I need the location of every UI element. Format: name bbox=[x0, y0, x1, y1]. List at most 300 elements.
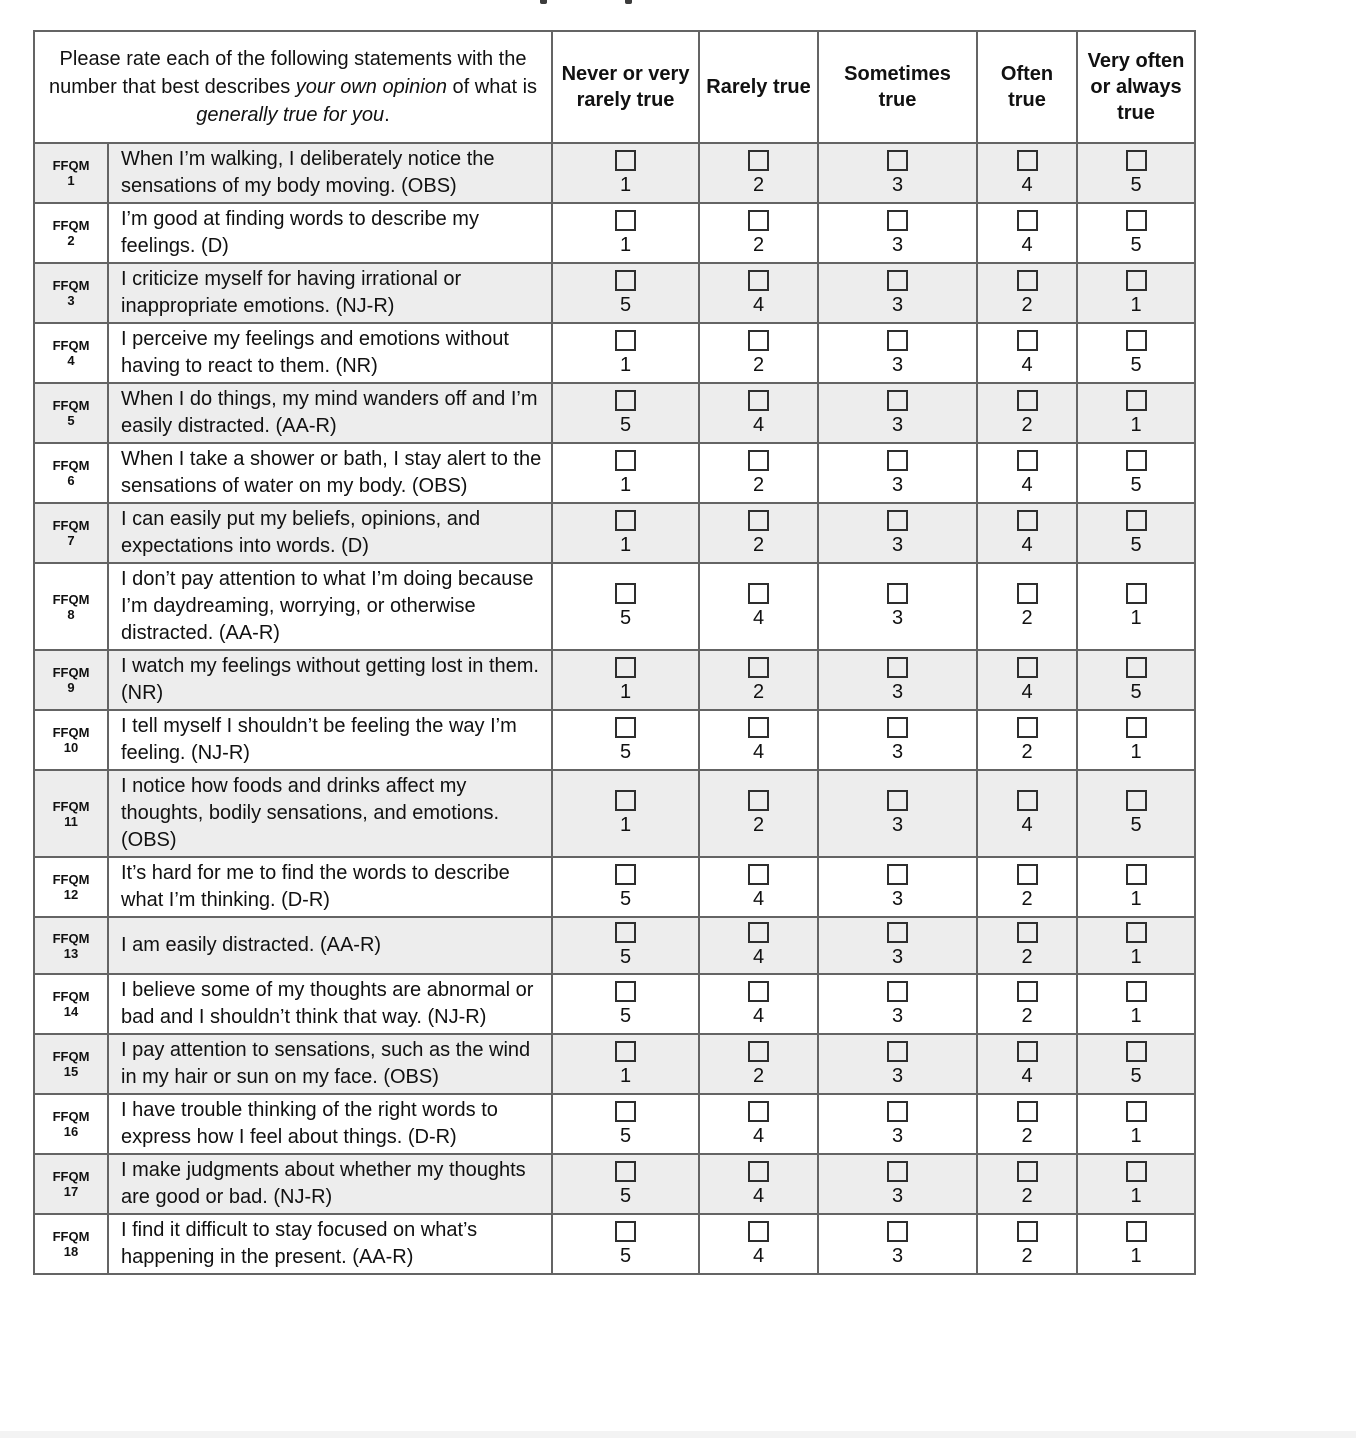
option bbox=[1017, 150, 1038, 197]
option-score-label: 4 bbox=[752, 887, 765, 910]
checkbox[interactable] bbox=[1017, 790, 1038, 811]
checkbox[interactable] bbox=[1017, 270, 1038, 291]
checkbox[interactable] bbox=[1126, 657, 1147, 678]
option-score-label: 2 bbox=[1021, 1124, 1033, 1147]
checkbox[interactable] bbox=[1017, 510, 1038, 531]
item-id-number: 3 bbox=[67, 293, 75, 308]
option-cell bbox=[1077, 143, 1195, 203]
option bbox=[748, 1161, 769, 1208]
item-id-cell bbox=[34, 503, 108, 563]
checkbox[interactable] bbox=[1017, 150, 1038, 171]
option-cell bbox=[699, 263, 818, 323]
option-score-label: 1 bbox=[1130, 740, 1142, 763]
checkbox[interactable] bbox=[887, 390, 908, 411]
option-cell bbox=[552, 1034, 699, 1094]
option-cell bbox=[977, 1094, 1077, 1154]
checkbox[interactable] bbox=[748, 150, 769, 171]
option-cell bbox=[552, 323, 699, 383]
option-score-label: 2 bbox=[752, 233, 765, 256]
checkbox[interactable] bbox=[748, 210, 769, 231]
checkbox[interactable] bbox=[748, 1101, 769, 1122]
option-score-label: 4 bbox=[752, 413, 765, 436]
option-cell bbox=[552, 203, 699, 263]
option-cell bbox=[699, 710, 818, 770]
checkbox[interactable] bbox=[615, 981, 636, 1002]
option-score-label: 2 bbox=[752, 173, 765, 196]
option bbox=[615, 150, 636, 197]
item-id-cell bbox=[34, 203, 108, 263]
option-score-label: 3 bbox=[891, 413, 904, 436]
option bbox=[887, 450, 908, 497]
checkbox[interactable] bbox=[887, 864, 908, 885]
checkbox[interactable] bbox=[748, 330, 769, 351]
option-cell bbox=[1077, 323, 1195, 383]
option-cell bbox=[818, 710, 977, 770]
option-score-label: 1 bbox=[1130, 293, 1142, 316]
option-cell bbox=[699, 383, 818, 443]
option-cell bbox=[818, 857, 977, 917]
option-cell bbox=[977, 974, 1077, 1034]
item-id-cell bbox=[34, 917, 108, 974]
checkbox[interactable] bbox=[615, 450, 636, 471]
checkbox[interactable] bbox=[615, 210, 636, 231]
item-id-prefix: FFQM bbox=[52, 930, 90, 946]
checkbox[interactable] bbox=[887, 150, 908, 171]
item-id-number: 12 bbox=[63, 887, 79, 902]
option-score-label: 3 bbox=[891, 680, 904, 703]
checkbox[interactable] bbox=[887, 790, 908, 811]
table-row bbox=[34, 917, 1195, 974]
option-score-label: 4 bbox=[752, 1184, 765, 1207]
checkbox[interactable] bbox=[1017, 1221, 1038, 1242]
option-cell bbox=[552, 143, 699, 203]
option-score-label: 5 bbox=[1130, 680, 1142, 703]
checkbox[interactable] bbox=[1017, 390, 1038, 411]
option-score-label: 4 bbox=[1021, 680, 1033, 703]
option-score-label: 2 bbox=[1021, 1184, 1033, 1207]
checkbox[interactable] bbox=[1126, 450, 1147, 471]
checkbox[interactable] bbox=[1126, 922, 1147, 943]
option bbox=[615, 270, 636, 317]
option-score-label: 3 bbox=[891, 946, 904, 968]
option-score-label: 5 bbox=[1130, 173, 1142, 196]
option-cell bbox=[552, 1094, 699, 1154]
checkbox[interactable] bbox=[615, 717, 636, 738]
checkbox[interactable] bbox=[615, 390, 636, 411]
item-id-number: 2 bbox=[67, 233, 75, 248]
option-cell bbox=[552, 263, 699, 323]
option-cell bbox=[818, 443, 977, 503]
instruction-part-1: Please rate each of the following statements with the number that best describes bbox=[48, 48, 527, 98]
option bbox=[1017, 1221, 1038, 1268]
checkbox[interactable] bbox=[615, 330, 636, 351]
option-cell bbox=[552, 857, 699, 917]
table-row bbox=[34, 503, 1195, 563]
option-score-label: 2 bbox=[752, 473, 765, 496]
checkbox[interactable] bbox=[1017, 864, 1038, 885]
item-id-prefix: FFQM bbox=[52, 278, 90, 293]
option-score-label: 5 bbox=[619, 887, 632, 910]
checkbox[interactable] bbox=[748, 510, 769, 531]
item-id-number: 13 bbox=[63, 945, 79, 961]
item-statement: I am easily distracted. (AA-R) bbox=[108, 917, 552, 974]
checkbox[interactable] bbox=[1126, 390, 1147, 411]
checkbox[interactable] bbox=[887, 981, 908, 1002]
option-cell bbox=[977, 563, 1077, 650]
checkbox[interactable] bbox=[887, 1221, 908, 1242]
option-score-label: 3 bbox=[891, 173, 904, 196]
item-id-prefix: FFQM bbox=[52, 989, 90, 1004]
checkbox[interactable] bbox=[1017, 1041, 1038, 1062]
item-statement: When I take a shower or bath, I stay alert to the sensations of water on my body. (OBS) bbox=[108, 443, 552, 503]
checkbox[interactable] bbox=[615, 1161, 636, 1182]
option-cell bbox=[977, 1034, 1077, 1094]
option bbox=[615, 864, 636, 911]
checkbox[interactable] bbox=[1126, 150, 1147, 171]
option-cell bbox=[699, 650, 818, 710]
option-cell bbox=[818, 323, 977, 383]
option-score-label: 3 bbox=[891, 1004, 904, 1027]
option bbox=[1017, 657, 1038, 704]
table-row bbox=[34, 203, 1195, 263]
checkbox[interactable] bbox=[887, 717, 908, 738]
checkbox[interactable] bbox=[615, 1041, 636, 1062]
checkbox[interactable] bbox=[1017, 330, 1038, 351]
option bbox=[615, 790, 636, 837]
item-statement: I don’t pay attention to what I’m doing because I’m daydreaming, worrying, or otherwise distracted. (AA-R) bbox=[108, 563, 552, 650]
option-score-label: 1 bbox=[619, 473, 632, 496]
option-cell bbox=[818, 203, 977, 263]
option-score-label: 2 bbox=[1021, 1004, 1033, 1027]
checkbox[interactable] bbox=[748, 450, 769, 471]
option-score-label: 3 bbox=[891, 607, 904, 629]
option bbox=[1126, 150, 1147, 197]
item-id-number: 18 bbox=[63, 1244, 79, 1259]
checkbox[interactable] bbox=[748, 790, 769, 811]
option bbox=[748, 717, 769, 764]
column-header-never-or-very-rarely-true: Never or very rarely true bbox=[552, 31, 699, 143]
checkbox[interactable] bbox=[1126, 981, 1147, 1002]
option bbox=[748, 864, 769, 911]
option bbox=[887, 510, 908, 557]
item-id-number: 17 bbox=[63, 1184, 79, 1199]
item-statement: I tell myself I shouldn’t be feeling the way I’m feeling. (NJ-R) bbox=[108, 710, 552, 770]
option-cell bbox=[1077, 857, 1195, 917]
option-cell bbox=[1077, 383, 1195, 443]
option-cell bbox=[977, 1154, 1077, 1214]
checkbox[interactable] bbox=[748, 583, 769, 604]
checkbox[interactable] bbox=[887, 510, 908, 531]
cropped-heading-remnant-left bbox=[540, 0, 547, 4]
option-cell bbox=[977, 383, 1077, 443]
item-id-number: 11 bbox=[64, 813, 78, 829]
checkbox[interactable] bbox=[748, 981, 769, 1002]
option-cell bbox=[1077, 1214, 1195, 1274]
option-score-label: 5 bbox=[619, 740, 632, 763]
option-cell bbox=[699, 443, 818, 503]
option bbox=[887, 390, 908, 437]
checkbox[interactable] bbox=[887, 1041, 908, 1062]
checkbox[interactable] bbox=[887, 657, 908, 678]
checkbox[interactable] bbox=[1126, 1221, 1147, 1242]
checkbox[interactable] bbox=[748, 922, 769, 943]
option-score-label: 5 bbox=[1130, 814, 1142, 836]
option-cell bbox=[818, 917, 977, 974]
checkbox[interactable] bbox=[1126, 717, 1147, 738]
checkbox[interactable] bbox=[1017, 657, 1038, 678]
option bbox=[748, 657, 769, 704]
option-score-label: 1 bbox=[619, 353, 632, 376]
header-row bbox=[34, 31, 1195, 143]
option-score-label: 2 bbox=[1021, 413, 1033, 436]
instruction-part-3: of what is bbox=[446, 76, 538, 98]
option-cell bbox=[818, 1154, 977, 1214]
column-header-rarely-true: Rarely true bbox=[699, 31, 818, 143]
option bbox=[615, 981, 636, 1028]
option-cell bbox=[552, 1214, 699, 1274]
option-score-label: 4 bbox=[752, 1004, 765, 1027]
option-cell bbox=[1077, 770, 1195, 857]
option bbox=[1017, 583, 1038, 630]
checkbox[interactable] bbox=[748, 390, 769, 411]
checkbox[interactable] bbox=[1017, 981, 1038, 1002]
option bbox=[1017, 981, 1038, 1028]
option-score-label: 4 bbox=[752, 1124, 765, 1147]
checkbox[interactable] bbox=[1126, 330, 1147, 351]
option bbox=[887, 922, 908, 969]
checkbox[interactable] bbox=[748, 1041, 769, 1062]
item-statement: I believe some of my thoughts are abnormal or bad and I shouldn’t think that way. (NJ-R) bbox=[108, 974, 552, 1034]
checkbox[interactable] bbox=[1017, 583, 1038, 604]
checkbox[interactable] bbox=[748, 1161, 769, 1182]
option-score-label: 2 bbox=[1021, 740, 1033, 763]
checkbox[interactable] bbox=[615, 922, 636, 943]
option bbox=[1126, 270, 1147, 317]
table-row bbox=[34, 443, 1195, 503]
item-id-prefix: FFQM bbox=[52, 1169, 90, 1184]
checkbox[interactable] bbox=[1126, 1161, 1147, 1182]
item-statement: When I do things, my mind wanders off and I’m easily distracted. (AA-R) bbox=[108, 383, 552, 443]
checkbox[interactable] bbox=[1126, 1101, 1147, 1122]
checkbox[interactable] bbox=[1126, 1041, 1147, 1062]
option-cell bbox=[1077, 263, 1195, 323]
option bbox=[887, 583, 908, 630]
option-cell bbox=[977, 503, 1077, 563]
option-score-label: 1 bbox=[619, 814, 632, 836]
option bbox=[1017, 270, 1038, 317]
checkbox[interactable] bbox=[748, 657, 769, 678]
item-statement: I make judgments about whether my thoughts are good or bad. (NJ-R) bbox=[108, 1154, 552, 1214]
page-bottom-edge bbox=[0, 1431, 1356, 1438]
table-row bbox=[34, 650, 1195, 710]
option bbox=[1126, 1221, 1147, 1268]
item-id-prefix: FFQM bbox=[52, 398, 90, 413]
item-statement: I notice how foods and drinks affect my thoughts, bodily sensations, and emotions. (OBS) bbox=[108, 770, 552, 857]
option-cell bbox=[699, 770, 818, 857]
checkbox[interactable] bbox=[748, 717, 769, 738]
checkbox[interactable] bbox=[748, 270, 769, 291]
option-score-label: 1 bbox=[619, 533, 632, 556]
option-score-label: 2 bbox=[752, 814, 765, 836]
checkbox[interactable] bbox=[1126, 210, 1147, 231]
table-row bbox=[34, 1094, 1195, 1154]
option-cell bbox=[552, 710, 699, 770]
option-cell bbox=[818, 263, 977, 323]
option-score-label: 3 bbox=[891, 1244, 904, 1267]
table-row bbox=[34, 1034, 1195, 1094]
table-row bbox=[34, 1154, 1195, 1214]
checkbox[interactable] bbox=[1017, 717, 1038, 738]
checkbox[interactable] bbox=[1126, 790, 1147, 811]
option-score-label: 1 bbox=[1130, 1004, 1142, 1027]
item-id-number: 5 bbox=[67, 413, 75, 428]
checkbox[interactable] bbox=[1017, 922, 1038, 943]
checkbox[interactable] bbox=[887, 583, 908, 604]
option-score-label: 2 bbox=[1021, 293, 1033, 316]
checkbox[interactable] bbox=[615, 1221, 636, 1242]
option bbox=[615, 583, 636, 630]
option-score-label: 3 bbox=[891, 293, 904, 316]
item-id-cell bbox=[34, 563, 108, 650]
option-score-label: 5 bbox=[1130, 533, 1142, 556]
checkbox[interactable] bbox=[887, 210, 908, 231]
option bbox=[1126, 450, 1147, 497]
checkbox[interactable] bbox=[1017, 1161, 1038, 1182]
table-row bbox=[34, 143, 1195, 203]
checkbox[interactable] bbox=[615, 657, 636, 678]
checkbox[interactable] bbox=[887, 1101, 908, 1122]
option-cell bbox=[552, 974, 699, 1034]
item-statement: I can easily put my beliefs, opinions, and expectations into words. (D) bbox=[108, 503, 552, 563]
column-header-often-true: Often true bbox=[977, 31, 1077, 143]
item-id-cell bbox=[34, 974, 108, 1034]
option bbox=[1126, 790, 1147, 837]
item-statement: I have trouble thinking of the right words to express how I feel about things. (D-R) bbox=[108, 1094, 552, 1154]
item-id-number: 16 bbox=[63, 1124, 79, 1139]
item-statement: I find it difficult to stay focused on what’s happening in the present. (AA-R) bbox=[108, 1214, 552, 1274]
option-cell bbox=[818, 383, 977, 443]
option bbox=[615, 922, 636, 969]
option bbox=[615, 390, 636, 437]
option-score-label: 4 bbox=[1021, 353, 1033, 376]
item-id-cell bbox=[34, 383, 108, 443]
option-score-label: 4 bbox=[752, 607, 765, 629]
option bbox=[1017, 450, 1038, 497]
option-score-label: 3 bbox=[891, 1064, 904, 1087]
checkbox[interactable] bbox=[615, 583, 636, 604]
option bbox=[1017, 790, 1038, 837]
item-id-prefix: FFQM bbox=[52, 458, 90, 473]
option-cell bbox=[1077, 1094, 1195, 1154]
item-id-prefix: FFQM bbox=[52, 1229, 90, 1244]
option bbox=[1126, 657, 1147, 704]
item-id-prefix: FFQM bbox=[52, 872, 90, 887]
table-row bbox=[34, 563, 1195, 650]
table-row bbox=[34, 770, 1195, 857]
checkbox[interactable] bbox=[615, 150, 636, 171]
option-cell bbox=[818, 1094, 977, 1154]
option bbox=[1017, 922, 1038, 969]
checkbox[interactable] bbox=[748, 864, 769, 885]
option bbox=[748, 150, 769, 197]
option-score-label: 3 bbox=[891, 473, 904, 496]
option-score-label: 5 bbox=[619, 1004, 632, 1027]
item-id-cell bbox=[34, 710, 108, 770]
option-score-label: 2 bbox=[1021, 1244, 1033, 1267]
checkbox[interactable] bbox=[1126, 270, 1147, 291]
checkbox[interactable] bbox=[1017, 450, 1038, 471]
checkbox[interactable] bbox=[748, 1221, 769, 1242]
checkbox[interactable] bbox=[615, 510, 636, 531]
option bbox=[615, 717, 636, 764]
item-id-prefix: FFQM bbox=[52, 218, 90, 233]
option bbox=[748, 790, 769, 837]
option-cell bbox=[1077, 563, 1195, 650]
checkbox[interactable] bbox=[615, 864, 636, 885]
option-cell bbox=[699, 1094, 818, 1154]
checkbox[interactable] bbox=[615, 790, 636, 811]
checkbox[interactable] bbox=[1017, 1101, 1038, 1122]
option bbox=[615, 210, 636, 257]
option bbox=[887, 717, 908, 764]
checkbox[interactable] bbox=[1126, 864, 1147, 885]
option-score-label: 5 bbox=[619, 946, 632, 968]
checkbox[interactable] bbox=[887, 922, 908, 943]
option-score-label: 1 bbox=[1130, 1244, 1142, 1267]
option-cell bbox=[818, 974, 977, 1034]
option bbox=[1017, 210, 1038, 257]
checkbox[interactable] bbox=[615, 1101, 636, 1122]
option-cell bbox=[818, 503, 977, 563]
item-id-number: 4 bbox=[67, 353, 75, 368]
option-score-label: 5 bbox=[619, 1124, 632, 1147]
option-score-label: 5 bbox=[1130, 1064, 1142, 1087]
option bbox=[1126, 210, 1147, 257]
checkbox[interactable] bbox=[1126, 510, 1147, 531]
option-score-label: 3 bbox=[891, 353, 904, 376]
option bbox=[748, 270, 769, 317]
checkbox[interactable] bbox=[887, 1161, 908, 1182]
option-cell bbox=[699, 857, 818, 917]
item-id-cell bbox=[34, 770, 108, 857]
option bbox=[1017, 864, 1038, 911]
option bbox=[1017, 330, 1038, 377]
checkbox[interactable] bbox=[615, 270, 636, 291]
option-cell bbox=[552, 443, 699, 503]
option bbox=[615, 510, 636, 557]
option-cell bbox=[818, 143, 977, 203]
option-score-label: 4 bbox=[1021, 233, 1033, 256]
checkbox[interactable] bbox=[1017, 210, 1038, 231]
item-id-prefix: FFQM bbox=[52, 665, 90, 680]
option-cell bbox=[1077, 203, 1195, 263]
checkbox[interactable] bbox=[887, 330, 908, 351]
checkbox[interactable] bbox=[887, 450, 908, 471]
instruction-part-4-italic: generally true for you bbox=[196, 104, 385, 126]
option-score-label: 2 bbox=[1021, 607, 1033, 629]
option bbox=[748, 210, 769, 257]
option-cell bbox=[699, 503, 818, 563]
option-cell bbox=[699, 974, 818, 1034]
option-cell bbox=[977, 710, 1077, 770]
option-score-label: 5 bbox=[619, 607, 632, 629]
checkbox[interactable] bbox=[1126, 583, 1147, 604]
option bbox=[887, 790, 908, 837]
checkbox[interactable] bbox=[887, 270, 908, 291]
option bbox=[887, 150, 908, 197]
option bbox=[615, 1041, 636, 1088]
option-score-label: 2 bbox=[752, 533, 765, 556]
